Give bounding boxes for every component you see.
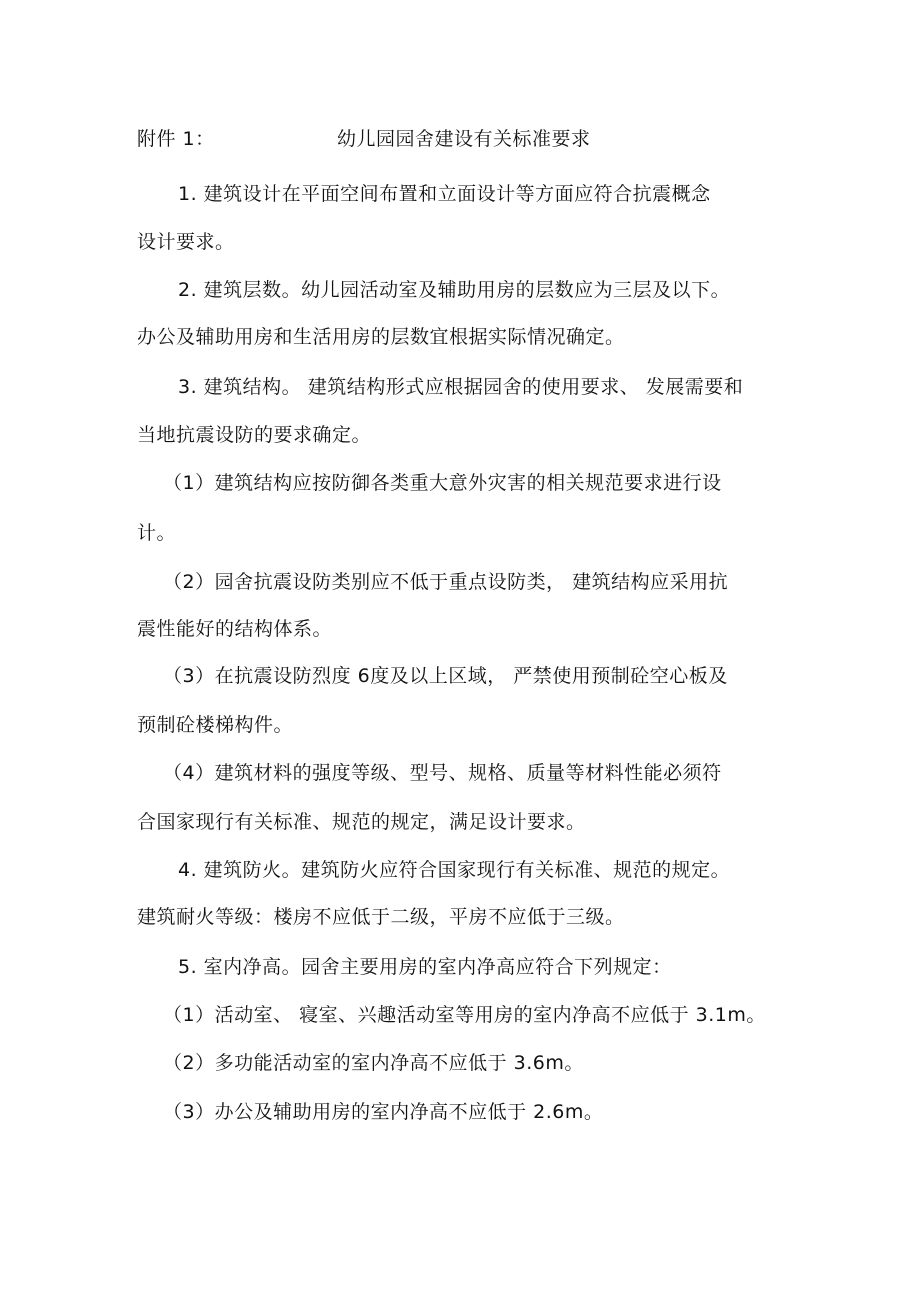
paragraph-line: 2. 建筑层数。幼儿园活动室及辅助用房的层数应为三层及以下。 bbox=[178, 279, 731, 301]
paragraph-line: 3. 建筑结构。 建筑结构形式应根据园舍的使用要求、 发展需要和 bbox=[178, 376, 744, 398]
paragraph-line: （2）多功能活动室的室内净高不应低于 3.6m。 bbox=[163, 1052, 584, 1074]
paragraph-line: 5. 室内净高。园舍主要用房的室内净高应符合下列规定： bbox=[178, 956, 672, 978]
paragraph-line: （1）建筑结构应按防御各类重大意外灾害的相关规范要求进行设 bbox=[163, 472, 722, 494]
paragraph-line: 建筑耐火等级：楼房不应低于二级，平房不应低于三级。 bbox=[137, 906, 625, 928]
document-title: 幼儿园园舍建设有关标准要求 bbox=[337, 128, 591, 150]
paragraph-line: 4. 建筑防火。建筑防火应符合国家现行有关标准、规范的规定。 bbox=[178, 859, 731, 881]
paragraph-line: 计。 bbox=[137, 522, 177, 544]
paragraph-line: 震性能好的结构体系。 bbox=[137, 618, 333, 640]
document-header bbox=[137, 127, 737, 151]
paragraph-line: 合国家现行有关标准、规范的规定，满足设计要求。 bbox=[137, 811, 586, 833]
paragraph-line: 预制砼楼梯构件。 bbox=[137, 714, 294, 736]
paragraph-line: （3）在抗震设防烈度 6度及以上区域， 严禁使用预制砼空心板及 bbox=[163, 665, 728, 687]
paragraph-line: 办公及辅助用房和生活用房的层数宜根据实际情况确定。 bbox=[137, 326, 625, 348]
paragraph-line: （1）活动室、 寝室、兴趣活动室等用房的室内净高不应低于 3.1m。 bbox=[163, 1004, 766, 1026]
paragraph-line: 1. 建筑设计在平面空间布置和立面设计等方面应符合抗震概念 bbox=[178, 183, 711, 205]
paragraph-line: （2）园舍抗震设防类别应不低于重点设防类， 建筑结构应采用抗 bbox=[163, 571, 729, 593]
paragraph-line: （4）建筑材料的强度等级、型号、规格、质量等材料性能必须符 bbox=[163, 762, 722, 784]
paragraph-line: 设计要求。 bbox=[137, 231, 235, 253]
paragraph-line: （3）办公及辅助用房的室内净高不应低于 2.6m。 bbox=[163, 1101, 604, 1123]
attachment-label: 附件 1： bbox=[137, 128, 215, 150]
paragraph-line: 当地抗震设防的要求确定。 bbox=[137, 424, 372, 446]
